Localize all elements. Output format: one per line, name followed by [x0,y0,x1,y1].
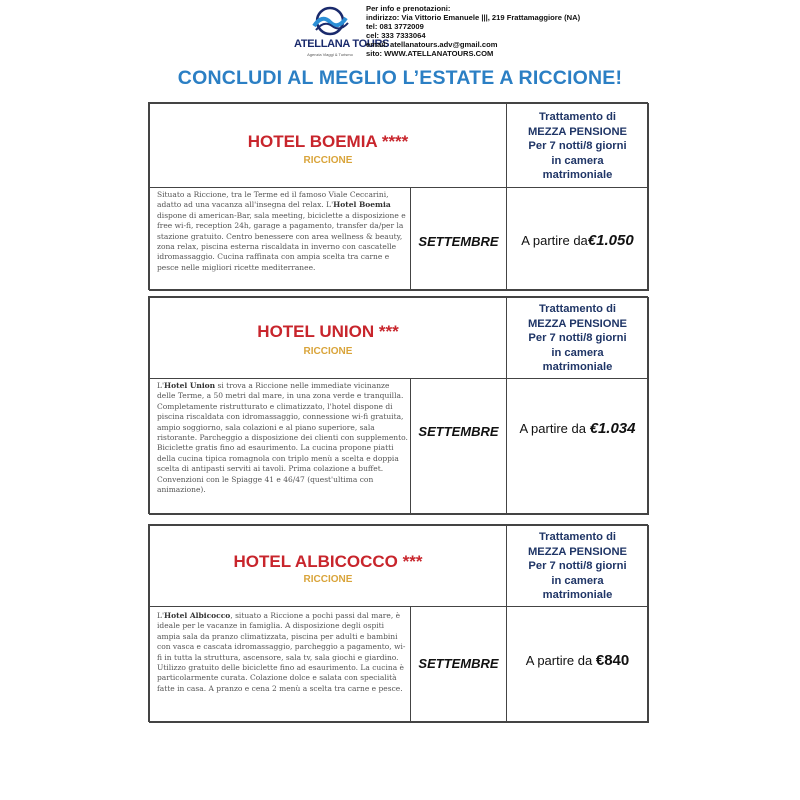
hotel-city: RICCIONE [303,346,353,357]
treatment-info: Trattamento di MEZZA PENSIONE Per 7 notti/8 giorni in camera matrimoniale [527,111,628,181]
contact-email[interactable]: email: atellanatours.adv@gmail.com [366,40,498,49]
price: A partire da €840 [525,652,630,669]
price-cell [506,378,649,515]
hotel-name: HOTEL UNION *** [257,322,399,341]
contact-mobile: cel: 333 7333064 [366,31,426,40]
hotel-description: L'Hotel Albicocco, situato a Riccione a pochi passi dal mare, è ideale per le vacanze in famiglia. A disposizione degli ospiti ampia sala da pranzo climatizzata, piscina per adulti e bambini con vasca e cascata idromassaggio, parcheggio a pagamento, wi-fi in tutta la struttura, ascensore, sala tv, sala giochi e giardino. Utilizzo gratuito delle biciclette fino ad esaurimento. La cucina è particolarmente curata. Colazione dolce e salata con specialità fatte in casa. A pranzo e cena 2 menù a scelta tra carne e pesce. [157,611,406,693]
contact-address: indirizzo: Via Vittorio Emanuele |||, 219 Frattamaggiore (NA) [366,13,581,22]
treatment-info: Trattamento di MEZZA PENSIONE Per 7 notti/8 giorni in camera matrimoniale [527,303,628,373]
travel-month: SETTEMBRE [418,656,499,671]
month-cell [410,378,507,515]
treatment-cell [506,297,649,379]
contact-website[interactable]: sito: WWW.ATELLANATOURS.COM [366,49,494,58]
hotel-card-albicocco [148,524,648,722]
price-cell [506,606,649,723]
hotel-name: HOTEL BOEMIA **** [247,132,409,151]
atellana-tours-logo [294,4,390,68]
description-cell [149,378,411,515]
page-title: CONCLUDI AL MEGLIO L’ESTATE A RICCIONE! [177,67,623,89]
header [0,0,800,70]
travel-month: SETTEMBRE [418,424,499,439]
hotel-header-cell [149,525,507,607]
contact-intro: Per info e prenotazioni: [366,4,451,13]
hotel-description: Situato a Riccione, tra le Terme ed il famoso Viale Ceccarini, adatto ad una vacanza all'insegna del relax. L'Hotel Boemia dispone di american-Bar, sala meeting, biciclette a disposizione e free wi-fi, reception 24h, garage a pagamento, transfer da/per la stazione gratuito. Centro benessere con area wellness & beauty, zona relax, piscina esterna riscaldata in inverno con cascatelle idromassaggio. Cucina raffinata con ampia scelta tra carne e pesce nelle migliori ricette mediterranee. [157,190,406,272]
contact-phone: tel: 081 3772009 [366,22,424,31]
description-cell [149,606,411,723]
star-rating: **** [381,132,409,151]
hotel-card-boemia [148,102,648,290]
hotel-city: RICCIONE [303,155,353,166]
hotel-header-cell [149,103,507,188]
hotel-city: RICCIONE [303,574,353,585]
treatment-cell [506,525,649,607]
hotel-header-cell [149,297,507,379]
brand-tagline: Agenzia Viaggi & Turismo [307,52,353,57]
travel-month: SETTEMBRE [418,234,499,249]
treatment-info: Trattamento di MEZZA PENSIONE Per 7 notti/8 giorni in camera matrimoniale [527,531,628,601]
contact-info [366,4,666,58]
price: A partire da €1.034 [519,420,636,437]
price-cell [506,187,649,291]
treatment-cell [506,103,649,188]
month-cell [410,606,507,723]
star-rating: *** [378,322,399,341]
hotel-description: L'Hotel Union si trova a Riccione nelle immediate vicinanze delle Terme, a 50 metri dal mare, in una zona verde e tranquilla. Completamente ristrutturato e climatizzato, l'hotel dispone di piscina riscaldata con idromassaggio, connessione wi-fi gratuita, ampio soggiorno, sala colazioni e al piano superiore, sala ristorante. Parcheggio a disposizione dei clienti con supplemento. Biciclette gratis fino ad esaurimento. La cucina propone piatti della cucina tipica romagnola con triplo menù a scelta e doppia scelta di antipasti serviti ai tavoli. Prima colazione a buffet. Convenzioni con le Spiagge 41 e 46/47 (quest'ultima con animazione). [157,381,408,495]
wave-globe-icon [310,6,350,36]
star-rating: *** [402,552,423,571]
hotel-name: HOTEL ALBICOCCO *** [233,552,423,571]
description-cell [149,187,411,291]
month-cell [410,187,507,291]
price: A partire da€1.050 [521,232,634,249]
hotel-card-union [148,296,648,514]
brand-name: ATELLANA TOURS [294,38,390,50]
